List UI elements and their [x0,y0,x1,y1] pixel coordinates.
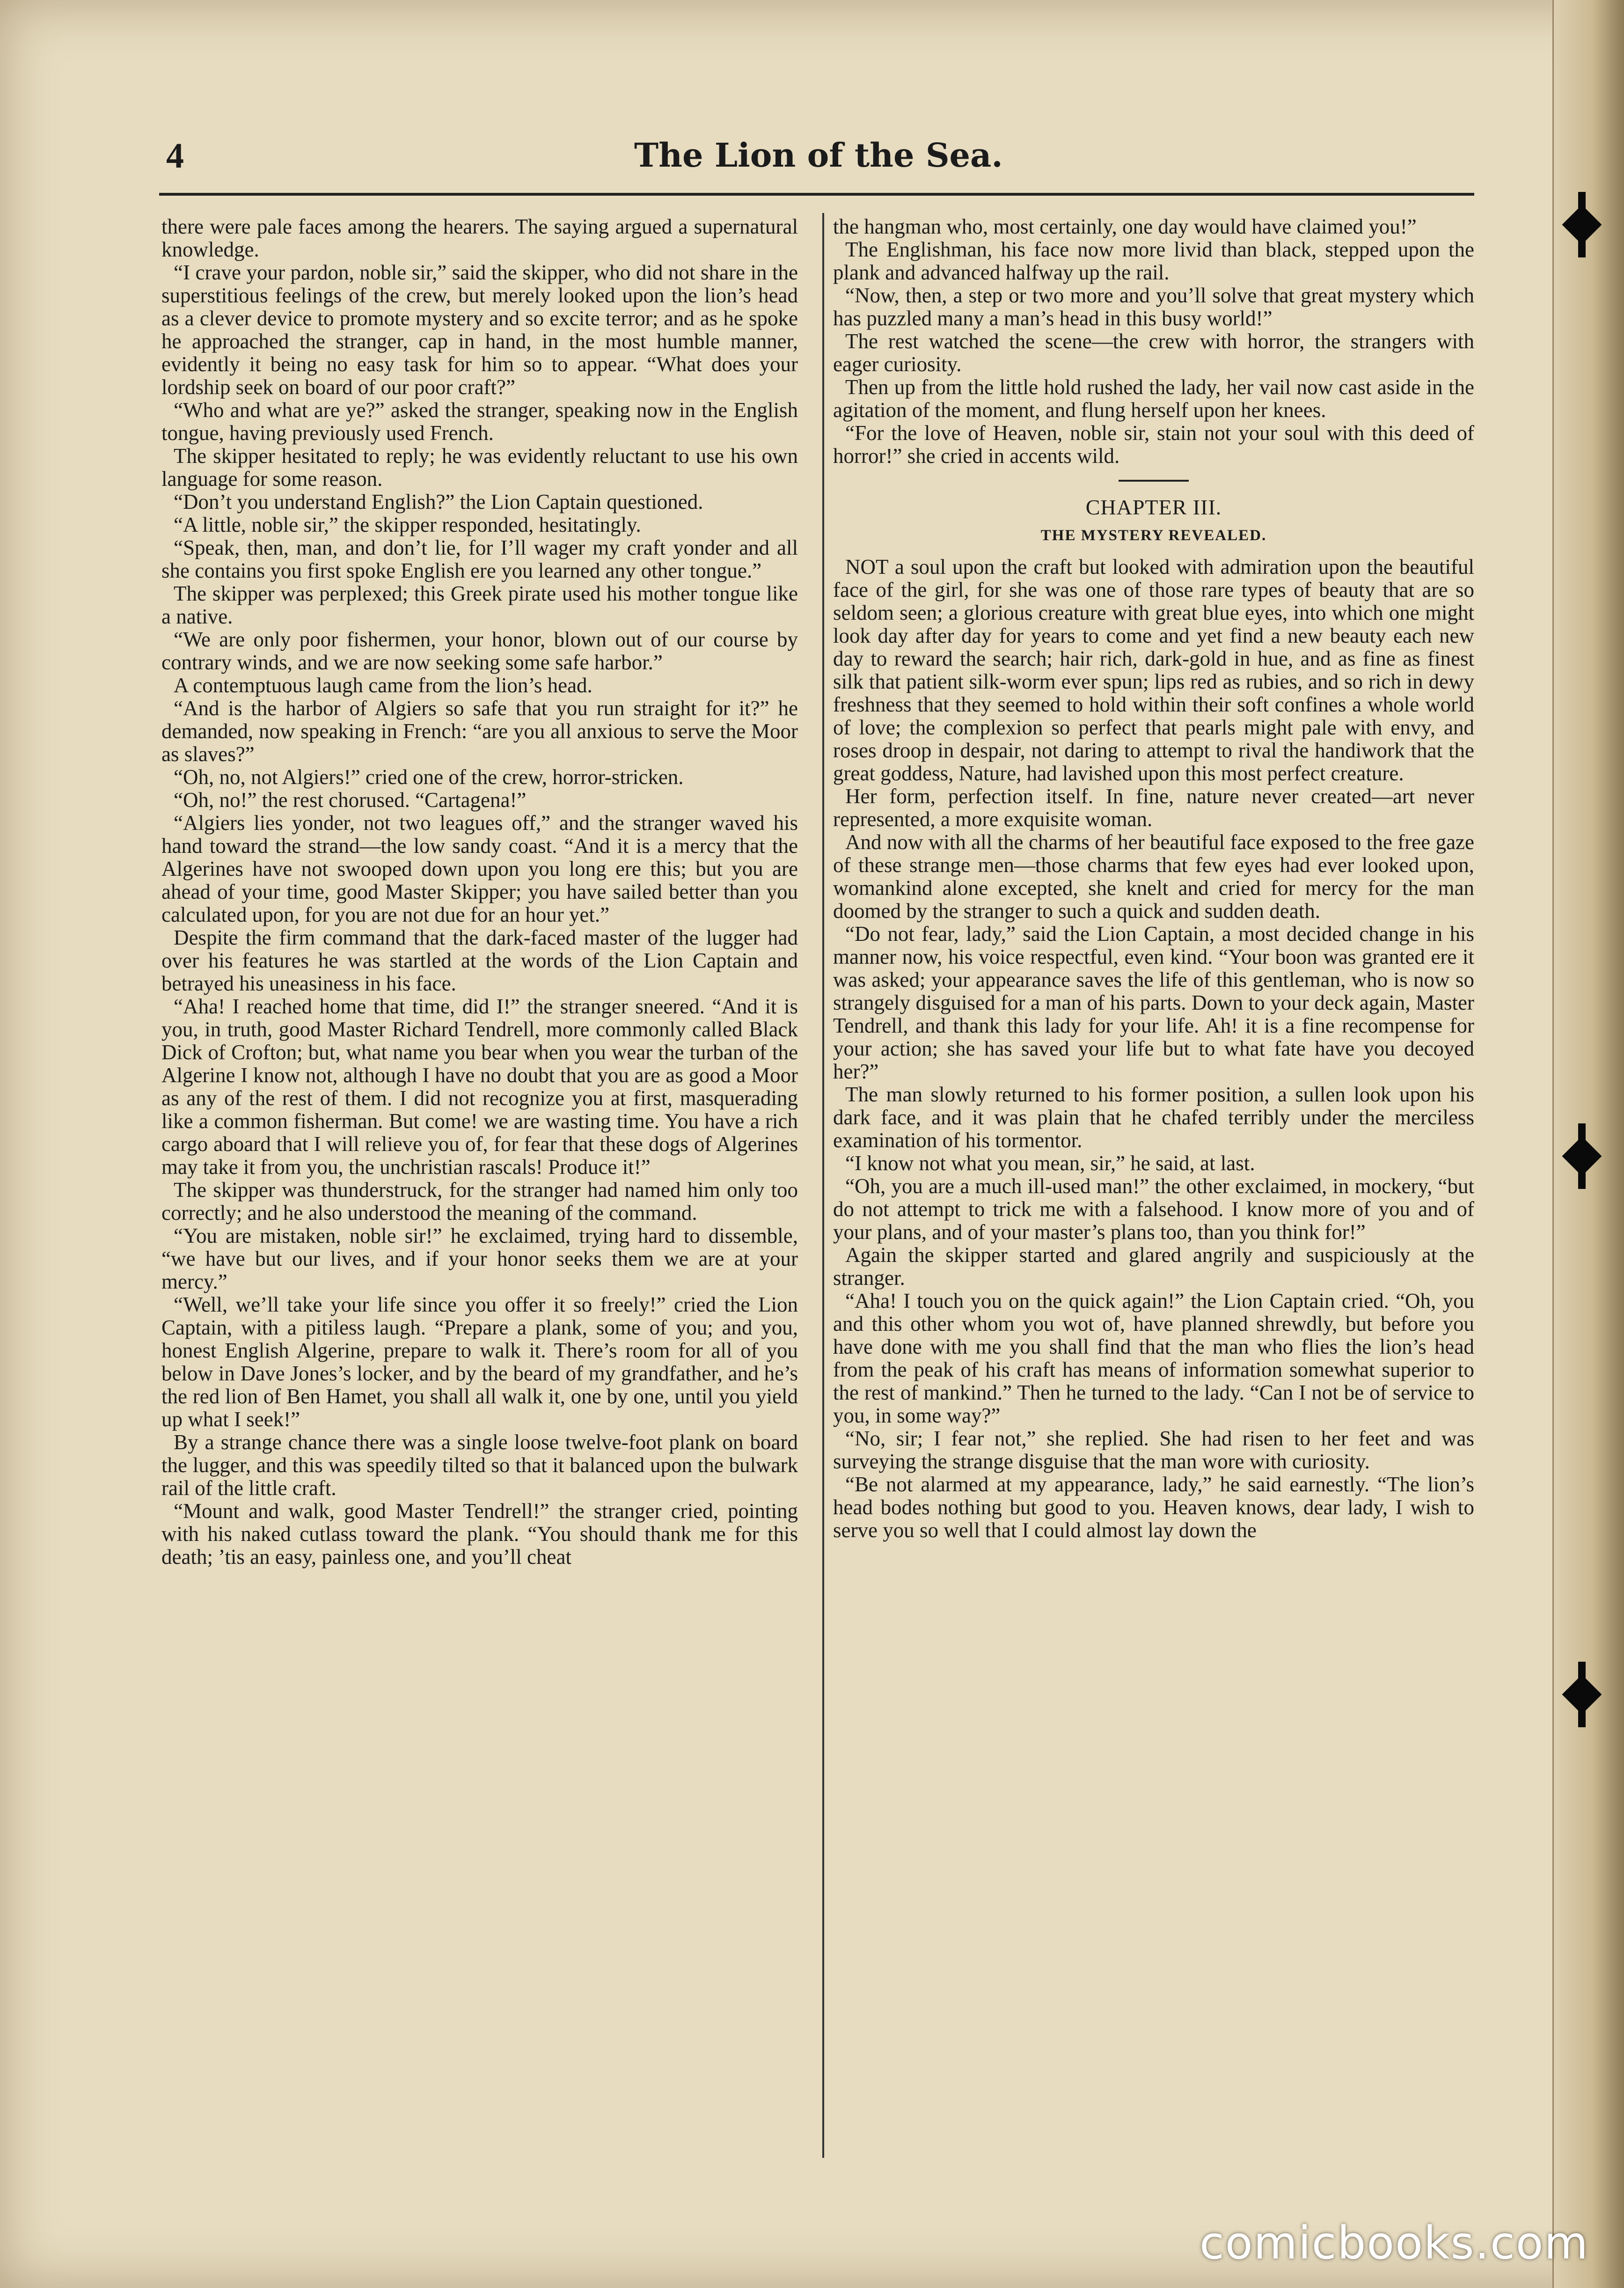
paragraph: By a strange chance there was a single loose twelve-foot plank on board the lugger, and this was speedily tilted so that it balanced upon the bulwark rail of the little craft. [161,1430,798,1500]
left-column [161,215,798,2158]
paragraph: “No, sir; I fear not,” she replied. She had risen to her feet and was surveying the strange disguise that the man wore with curiosity. [833,1427,1474,1473]
paragraph: “And is the harbor of Algiers so safe that you run straight for it?” he demanded, now speaking in French: “are you all anxious to serve the Moor as slaves?” [161,697,798,766]
paragraph: there were pale faces among the hearers. The saying argued a supernatural knowledge. [161,215,798,261]
paragraph: Then up from the little hold rushed the lady, her vail now cast aside in the agitation of the moment, and flung herself upon her knees. [833,375,1474,422]
paragraph: Her form, perfection itself. In fine, nature never created—art never represented, a more exquisite woman. [833,785,1474,831]
paragraph: The rest watched the scene—the crew with horror, the strangers with eager curiosity. [833,330,1474,376]
paragraph: “Speak, then, man, and don’t lie, for I’ll wager my craft yonder and all she contains you first spoke English ere you learned any other tongue.” [161,536,798,582]
right-column [833,215,1474,2158]
paragraph: “Mount and walk, good Master Tendrell!” the stranger cried, pointing with his naked cutlass toward the plank. “You should thank me for this death; ’tis an easy, painless one, and you’ll cheat [161,1499,798,1569]
paragraph: “I crave your pardon, noble sir,” said the skipper, who did not share in the superstitious feelings of the crew, but merely looked upon the lion’s head as a clever device to promote mystery and so excite terror; and as he spoke he approached the stranger, cap in hand, in the most humble manner, evidently it being no easy task for him so to appear. “What does your lordship seek on board of our poor craft?” [161,261,798,399]
paragraph: “Aha! I reached home that time, did I!” the stranger sneered. “And it is you, in truth, good Master Richard Tendrell, more commonly called Black Dick of Crofton; but, what name you bear when you wear the turban of the Algerine I know not, although I have no doubt that you are as good a Moor as any of the rest of them. I did not recognize you at first, masquerading like a common fisherman. But come! we are wasting time. You have a rich cargo aboard that I will relieve you of, for fear that these dogs of Algerines may take it from you, the unchristian rascals! Produce it!” [161,995,798,1179]
paragraph: The skipper was thunderstruck, for the stranger had named him only too correctly; and he also understood the meaning of the command. [161,1178,798,1225]
page-number: 4 [166,136,184,176]
column-divider [822,213,824,2158]
paragraph: “Do not fear, lady,” said the Lion Captain, a most decided change in his manner now, his voice respectful, even kind. “Your boon was granted ere it was asked; your appearance saves the life of this gentleman, who is now so strangely disguised for a man of his parts. Down to your deck again, Master Tendrell, and thank this lady for your life. Ah! it is a fine recompense for your action; she has saved your life but to what fate have you decoyed her?” [833,922,1474,1083]
paragraph: “Now, then, a step or two more and you’ll solve that great mystery which has puzzled many a man’s head in this busy world!” [833,284,1474,330]
paragraph: The Englishman, his face now more livid than black, stepped upon the plank and advanced halfway up the rail. [833,238,1474,284]
header-rule [159,193,1474,196]
paragraph: Despite the firm command that the dark-faced master of the lugger had over his features he was startled at the words of the Lion Captain and betrayed his uneasiness in his face. [161,926,798,995]
paragraph: “We are only poor fishermen, your honor, blown out of our course by contrary winds, and we are now seeking some safe harbor.” [161,628,798,674]
paragraph: “For the love of Heaven, noble sir, stain not your soul with this deed of horror!” she cried in accents wild. [833,421,1474,468]
paragraph: The man slowly returned to his former position, a sullen look upon his dark face, and it was plain that he chafed terribly under the merciless examination of his tormentor. [833,1083,1474,1152]
paragraph: “A little, noble sir,” the skipper responded, hesitatingly. [174,513,641,536]
paragraph: “Algiers lies yonder, not two leagues off,” and the stranger waved his hand toward the strand—the low sandy coast. “And it is a mercy that the Algerines have not swooped down upon you long ere this; but you are ahead of your time, good Master Skipper; you have sailed better than you calculated upon, for you are not due for an hour yet.” [161,811,798,926]
paragraph: NOT a soul upon the craft but looked with admiration upon the beautiful face of the girl, for she was one of those rare types of beauty that are so seldom seen; a glorious creature with great blue eyes, into which one might look day after day for years to come and yet find a new beauty each new day to reward the search; hair rich, dark-gold in hue, and as fine as finest silk that patient silk-worm ever spun; lips red as rubies, and so rich in dewy freshness that they seemed to hold within their soft confines a whole world of love; the complexion so perfect that pearls might pale with envy, and roses droop in despair, not daring to attempt to rival the handiwork that the great goddess, Nature, had lavished upon this most perfect creature. [833,555,1474,785]
paragraph: “You are mistaken, noble sir!” he exclaimed, trying hard to dissemble, “we have but our lives, and if your honor seeks them we are at your mercy.” [161,1224,798,1293]
paragraph: The skipper was perplexed; this Greek pirate used his mother tongue like a native. [161,582,798,628]
paragraph: “Don’t you understand English?” the Lion Captain questioned. [174,490,703,513]
paragraph: Again the skipper started and glared angrily and suspiciously at the stranger. [833,1243,1474,1290]
paragraph: “Aha! I touch you on the quick again!” the Lion Captain cried. “Oh, you and this other whom you wot of, have planned shrewdly, but before you have done with me you shall find that the man who flies the lion’s head from the peak of his craft has means of information somewhat superior to the rest of mankind.” Then he turned to the lady. “Can I not be of service to you, in some way?” [833,1289,1474,1427]
paragraph: “Well, we’ll take your life since you offer it so freely!” cried the Lion Captain, with a pitiless laugh. “Prepare a plank, some of you; and you, honest English Algerine, prepare to walk it. There’s room for all of you below in Dave Jones’s locker, and by the beard of my grandfather, and he’s the red lion of Ben Hamet, you shall all walk it, one by one, until you yield up what I seek!” [161,1293,798,1431]
paragraph: “Oh, no!” the rest chorused. “Cartagena!” [174,788,527,812]
paragraph: “I know not what you mean, sir,” he said, at last. [845,1151,1255,1175]
site-watermark: comicbooks.com [1199,2217,1589,2269]
paragraph: A contemptuous laugh came from the lion’s head. [174,674,593,697]
chapter-subtitle: THE MYSTERY REVEALED. [1040,527,1267,544]
running-title: The Lion of the Sea. [634,136,1003,175]
paragraph: And now with all the charms of her beautiful face exposed to the free gaze of these strange men—those charms that few eyes had ever looked upon, womankind alone excepted, she knelt and cried for mercy for the man doomed by the stranger to such a quick and sudden death. [833,830,1474,923]
paragraph: the hangman who, most certainly, one day would have claimed you!” [833,215,1417,238]
paragraph: The skipper hesitated to reply; he was evidently reluctant to use his own language for some reason. [161,444,798,491]
page-header [166,136,1477,187]
paragraph: “Oh, you are a much ill-used man!” the other exclaimed, in mockery, “but do not attempt to trick me with a falsehood. I know more of you and of your plans, and of your master’s plans too, than you think for!” [833,1174,1474,1244]
section-rule [1119,480,1189,482]
chapter-heading: CHAPTER III. [1085,495,1222,519]
paragraph: “Be not alarmed at my appearance, lady,” he said earnestly. “The lion’s head bodes nothing but good to you. Heaven knows, dear lady, I wish to serve you so well that I could almost lay down the [833,1473,1474,1542]
paragraph: “Who and what are ye?” asked the stranger, speaking now in the English tongue, having previously used French. [161,398,798,445]
paragraph: “Oh, no, not Algiers!” cried one of the crew, horror-stricken. [174,765,684,789]
